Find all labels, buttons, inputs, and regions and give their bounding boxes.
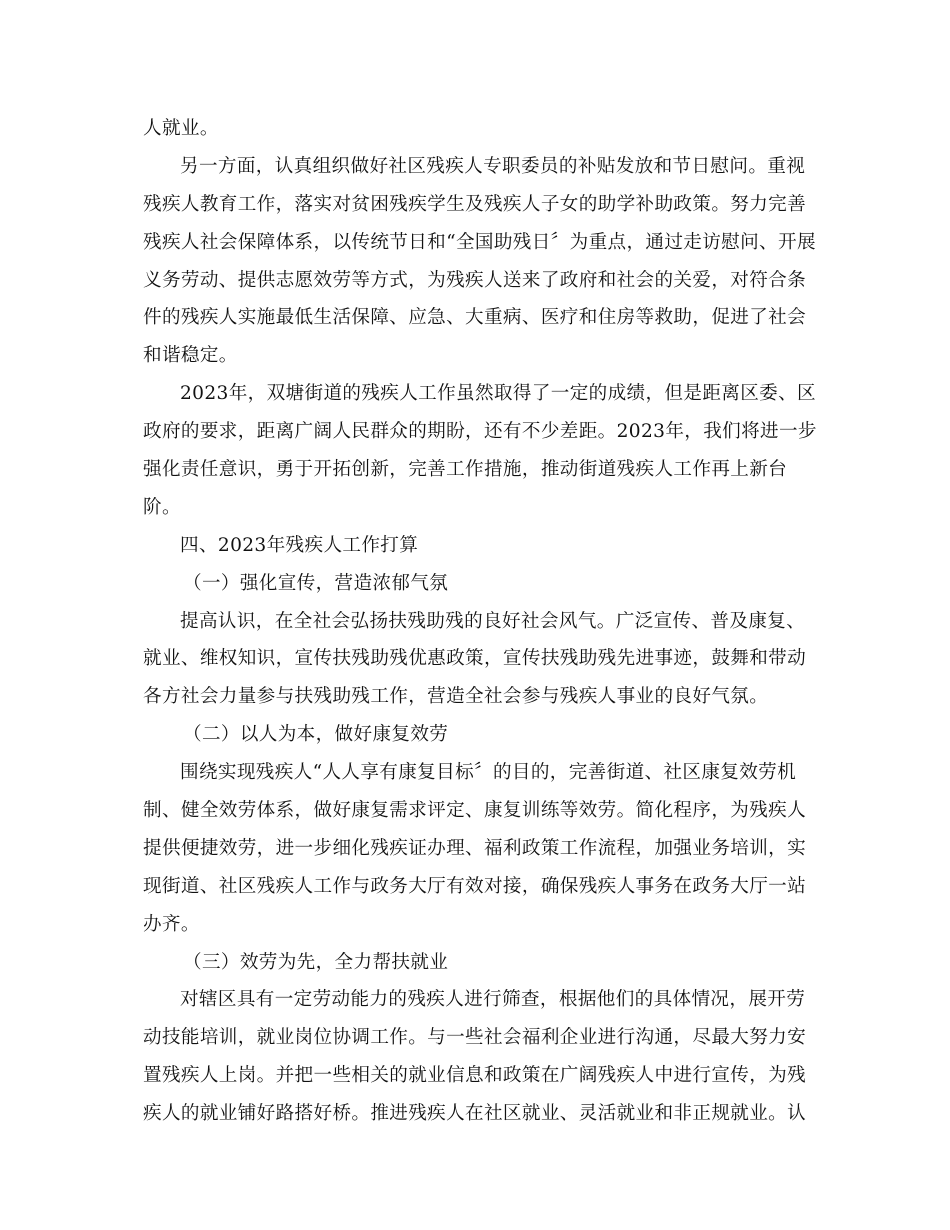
text-line: 制、健全效劳体系，做好康复需求评定、康复训练等效劳。简化程序，为残疾人 (143, 800, 807, 822)
text-line: 动技能培训，就业岗位协调工作。与一些社会福利企业进行沟通，尽最大努力安 (143, 1027, 807, 1049)
text-line: 人就业。 (143, 118, 219, 139)
paragraph-first-line: 另一方面，认真组织做好社区残疾人专职委员的补贴发放和节日慰问。重视 (180, 155, 806, 177)
text-line: 义务劳动、提供志愿效劳等方式，为残疾人送来了政府和社会的关爱，对符合条 (143, 269, 807, 291)
paragraph-first-line: 2023年，双塘街道的残疾人工作虽然取得了一定的成绩，但是距离区委、区 (180, 383, 816, 405)
body-text (143, 110, 817, 1133)
section-heading: 四、2023年残疾人工作打算 (180, 534, 419, 556)
text-line: 提供便捷效劳，进一步细化残疾证办理、福利政策工作流程，加强业务培训，实 (143, 837, 807, 859)
subsection-heading: （一）强化宣传，营造浓郁气氛 (183, 572, 449, 594)
text-line: 政府的要求，距离广阔人民群众的期盼，还有不少差距。2023年，我们将进一步 (143, 421, 817, 443)
text-line: 残疾人教育工作，落实对贫困残疾学生及残疾人子女的助学补助政策。努力完善 (143, 193, 807, 215)
text-line: 疾人的就业铺好路搭好桥。推进残疾人在社区就业、灵活就业和非正规就业。认 (143, 1103, 807, 1125)
paragraph-first-line: 提高认识，在全社会弘扬扶残助残的良好社会风气。广泛宣传、普及康复、 (180, 610, 806, 632)
text-line: 和谐稳定。 (143, 345, 238, 367)
subsection-heading: （二）以人为本，做好康复效劳 (183, 724, 449, 746)
text-line: 办齐。 (143, 913, 200, 935)
text-line: 强化责任意识，勇于开拓创新，完善工作措施，推动街道残疾人工作再上新台 (143, 459, 788, 481)
text-line: 置残疾人上岗。并把一些相关的就业信息和政策在广阔残疾人中进行宣传，为残 (143, 1065, 807, 1087)
subsection-heading: （三）效劳为先，全力帮扶就业 (183, 951, 449, 973)
text-line: 残疾人社会保障体系，以传统节日和“全国助残日〞为重点，通过走访慰问、开展 (143, 231, 816, 253)
paragraph-first-line: 对辖区具有一定劳动能力的残疾人进行筛查，根据他们的具体情况，展开劳 (180, 989, 806, 1011)
paragraph-first-line: 围绕实现残疾人“人人享有康复目标〞的目的，完善街道、社区康复效劳机 (180, 762, 797, 784)
text-line: 现街道、社区残疾人工作与政务大厅有效对接，确保残疾人事务在政务大厅一站 (143, 875, 807, 897)
text-line: 件的残疾人实施最低生活保障、应急、大重病、医疗和住房等救助，促进了社会 (143, 307, 807, 329)
text-line: 阶。 (143, 496, 181, 518)
text-line: 各方社会力量参与扶残助残工作，营造全社会参与残疾人事业的良好气氛。 (143, 686, 769, 708)
text-line: 就业、维权知识，宣传扶残助残优惠政策，宣传扶残助残先进事迹，鼓舞和带动 (143, 648, 807, 670)
